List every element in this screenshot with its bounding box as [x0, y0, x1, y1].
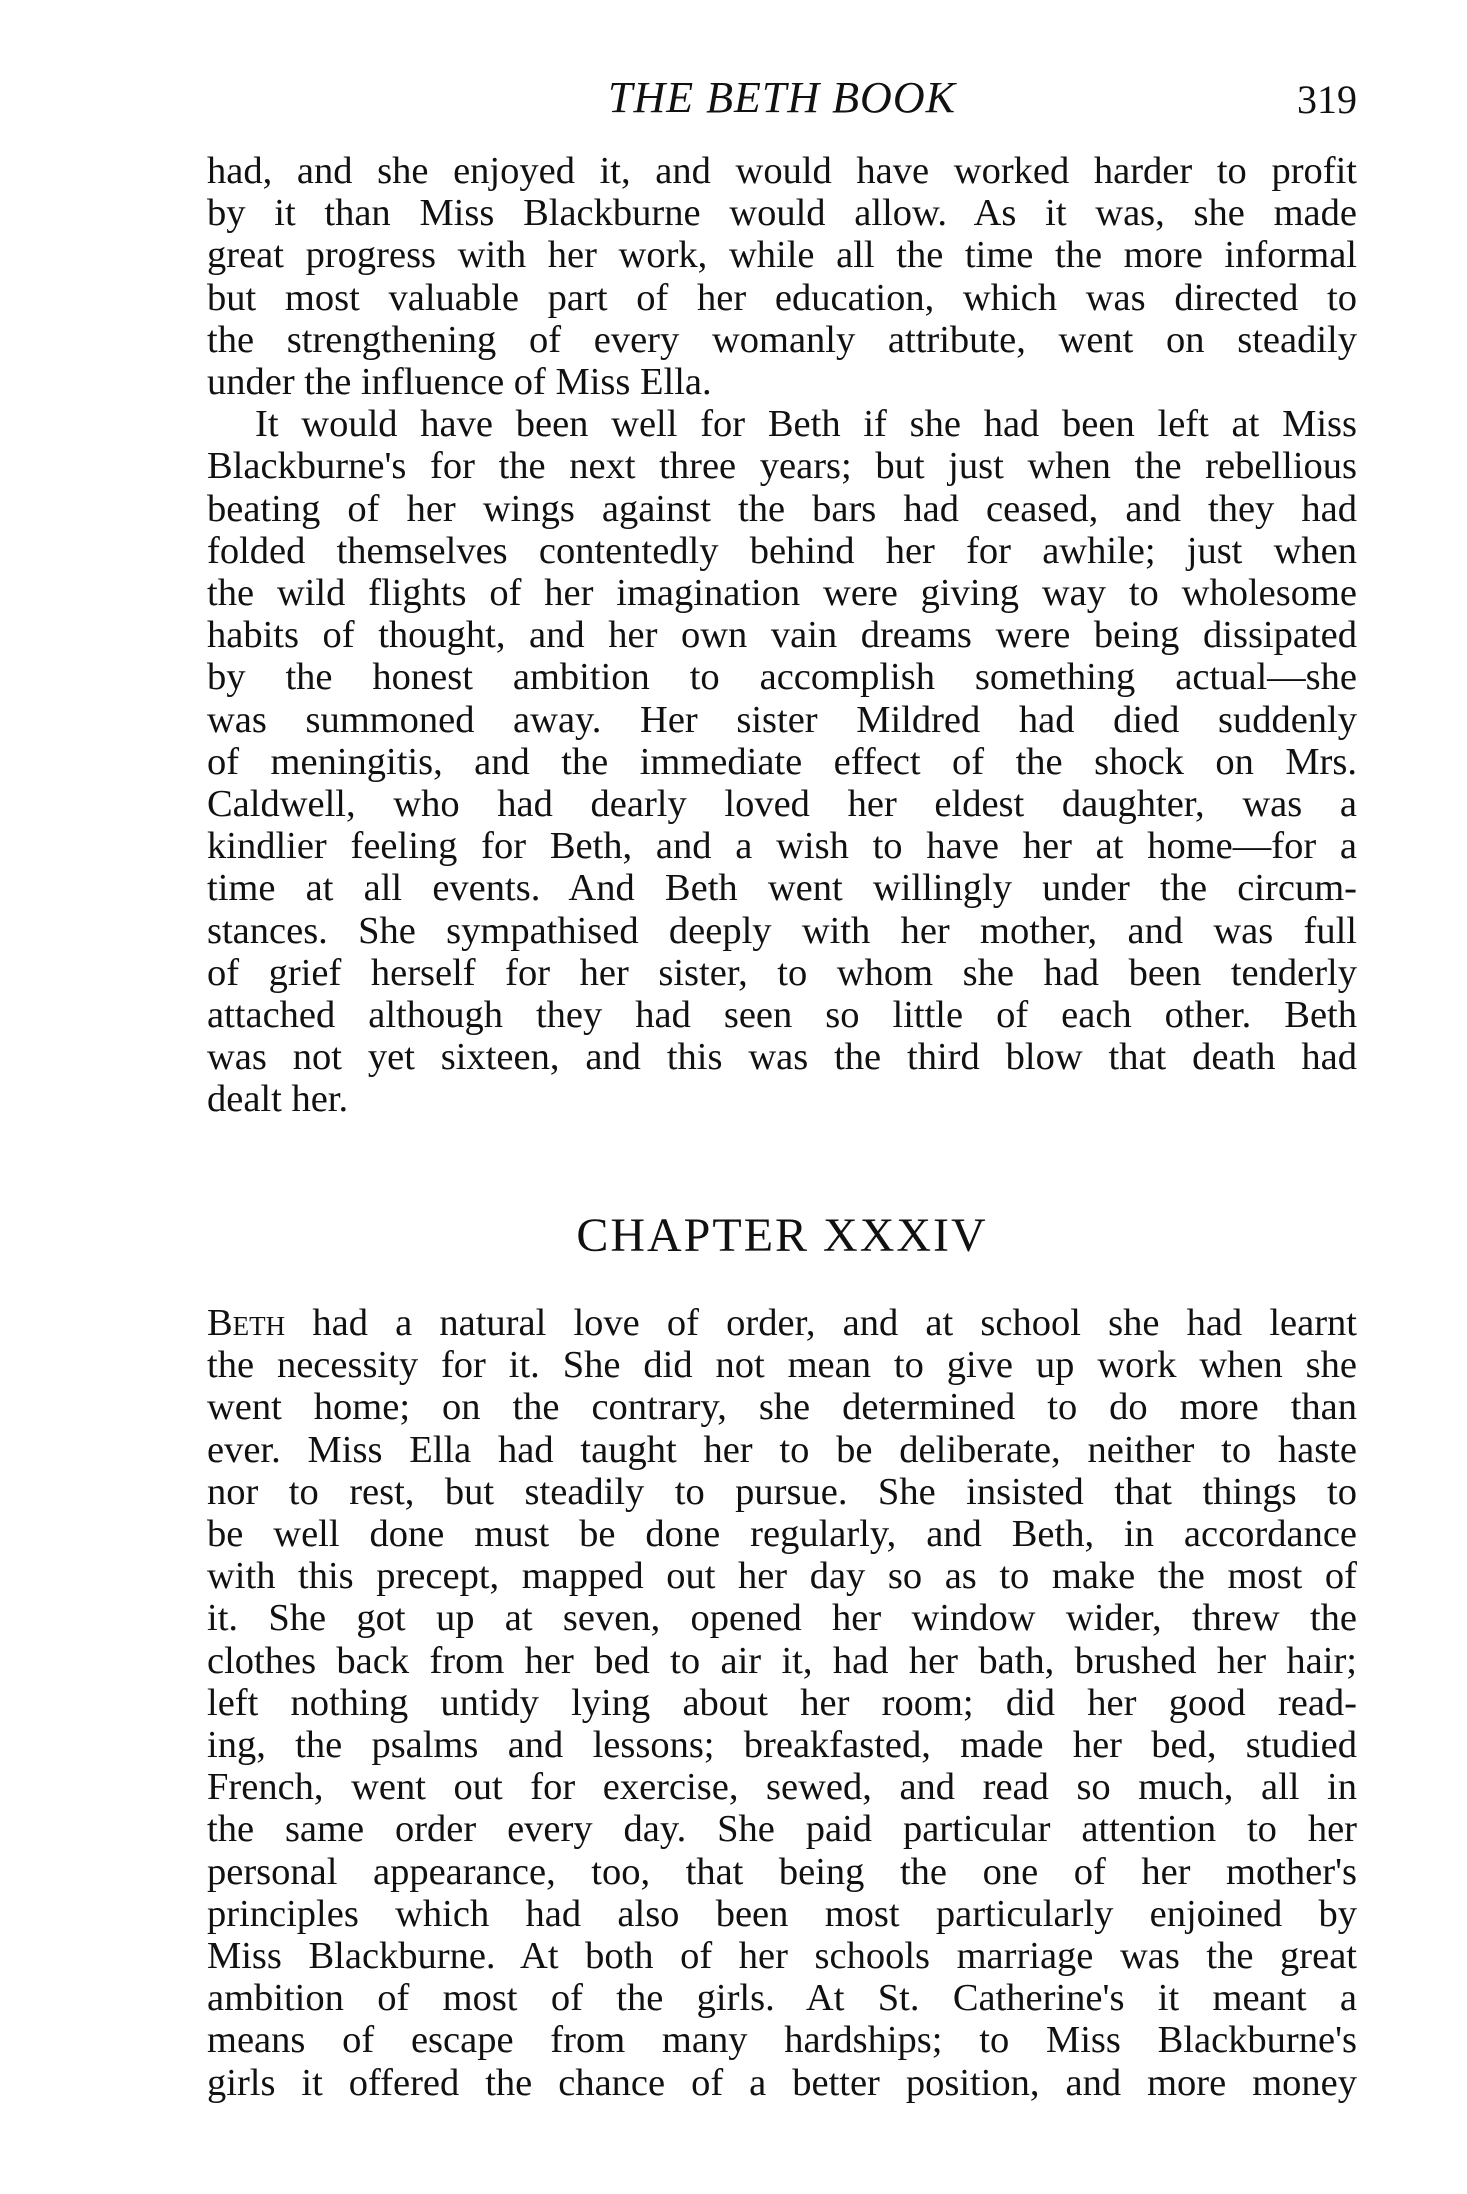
text-line: Miss Blackburne. At both of her schools marriage was the great [207, 1935, 1357, 1978]
chapter-heading: CHAPTER XXXIV [576, 1209, 988, 1262]
paragraph [207, 403, 1357, 1120]
text-line: of meningitis, and the immediate effect of the shock on Mrs. [207, 740, 1357, 783]
running-title: THE BETH BOOK [608, 73, 956, 122]
text-line: kindlier feeling for Beth, and a wish to have her at home—for a [207, 825, 1357, 868]
text-line: girls it offered the chance of a better position, and more money [207, 2061, 1357, 2104]
text-line: had, and she enjoyed it, and would have worked harder to profit [207, 150, 1357, 192]
text-block-chapter-opening [207, 1302, 1357, 2104]
text-line: of grief herself for her sister, to whom she had been tenderly [207, 951, 1357, 994]
text-line: left nothing untidy lying about her room; did her good read- [207, 1681, 1357, 1724]
text-line: time at all events. And Beth went willingly under the circum- [207, 867, 1357, 910]
text-line: under the influence of Miss Ella. [207, 361, 712, 404]
text-line: clothes back from her bed to air it, had her bath, brushed her hair; [207, 1639, 1357, 1682]
chapter-opening-word: Beth [207, 1302, 286, 1344]
text-line: personal appearance, too, that being the one of her mother's [207, 1850, 1357, 1893]
running-head [207, 72, 1357, 132]
text-line: went home; on the contrary, she determined to do more than [207, 1386, 1357, 1429]
text-line: attached although they had seen so little of each other. Beth [207, 994, 1357, 1037]
text-line: with this precept, mapped out her day so as to make the most of [207, 1555, 1357, 1598]
text-line: the strengthening of every womanly attribute, went on steadily [207, 318, 1357, 361]
text-line: ing, the psalms and lessons; breakfasted, made her bed, studied [207, 1724, 1357, 1767]
text-line: stances. She sympathised deeply with her mother, and was full [207, 909, 1357, 952]
text-line: Caldwell, who had dearly loved her eldest daughter, was a [207, 783, 1357, 826]
text-line: was summoned away. Her sister Mildred had died suddenly [207, 698, 1357, 741]
text-line: folded themselves contentedly behind her for awhile; just when [207, 529, 1357, 572]
text-line: the wild flights of her imagination were giving way to wholesome [207, 572, 1357, 615]
text-line: by the honest ambition to accomplish something actual—she [207, 656, 1357, 699]
text-line: ever. Miss Ella had taught her to be deliberate, neither to haste [207, 1428, 1357, 1471]
text-line: the necessity for it. She did not mean to give up work when she [207, 1344, 1357, 1387]
page-number: 319 [1297, 77, 1357, 122]
text-line: principles which had also been most particularly enjoined by [207, 1892, 1357, 1935]
paragraph [207, 1302, 1357, 2104]
text-line: habits of thought, and her own vain dreams were being dissipated [207, 614, 1357, 657]
text-line: means of escape from many hardships; to Miss Blackburne's [207, 2019, 1357, 2062]
text-line: great progress with her work, while all the time the more informal [207, 234, 1357, 277]
text-line [207, 1302, 1357, 1344]
text-line: French, went out for exercise, sewed, and read so much, all in [207, 1766, 1357, 1809]
text-line-rest: had a natural love of order, and at school she had learnt [285, 1302, 1357, 1344]
text-line: beating of her wings against the bars had ceased, and they had [207, 487, 1357, 530]
text-line: it. She got up at seven, opened her window wider, threw the [207, 1597, 1357, 1640]
text-line: nor to rest, but steadily to pursue. She insisted that things to [207, 1470, 1357, 1513]
text-line: Blackburne's for the next three years; but just when the rebellious [207, 445, 1357, 488]
text-line: be well done must be done regularly, and Beth, in accordance [207, 1513, 1357, 1556]
text-block-before-chapter [207, 150, 1357, 1121]
text-line: the same order every day. She paid particular attention to her [207, 1808, 1357, 1851]
text-line: by it than Miss Blackburne would allow. As it was, she made [207, 192, 1357, 235]
text-line: but most valuable part of her education, which was directed to [207, 276, 1357, 319]
text-line: was not yet sixteen, and this was the third blow that death had [207, 1036, 1357, 1079]
text-line: ambition of most of the girls. At St. Catherine's it meant a [207, 1977, 1357, 2020]
text-line: dealt her. [207, 1078, 349, 1121]
text-line: It would have been well for Beth if she had been left at Miss [255, 403, 1357, 446]
paragraph-continuation [207, 150, 1357, 403]
